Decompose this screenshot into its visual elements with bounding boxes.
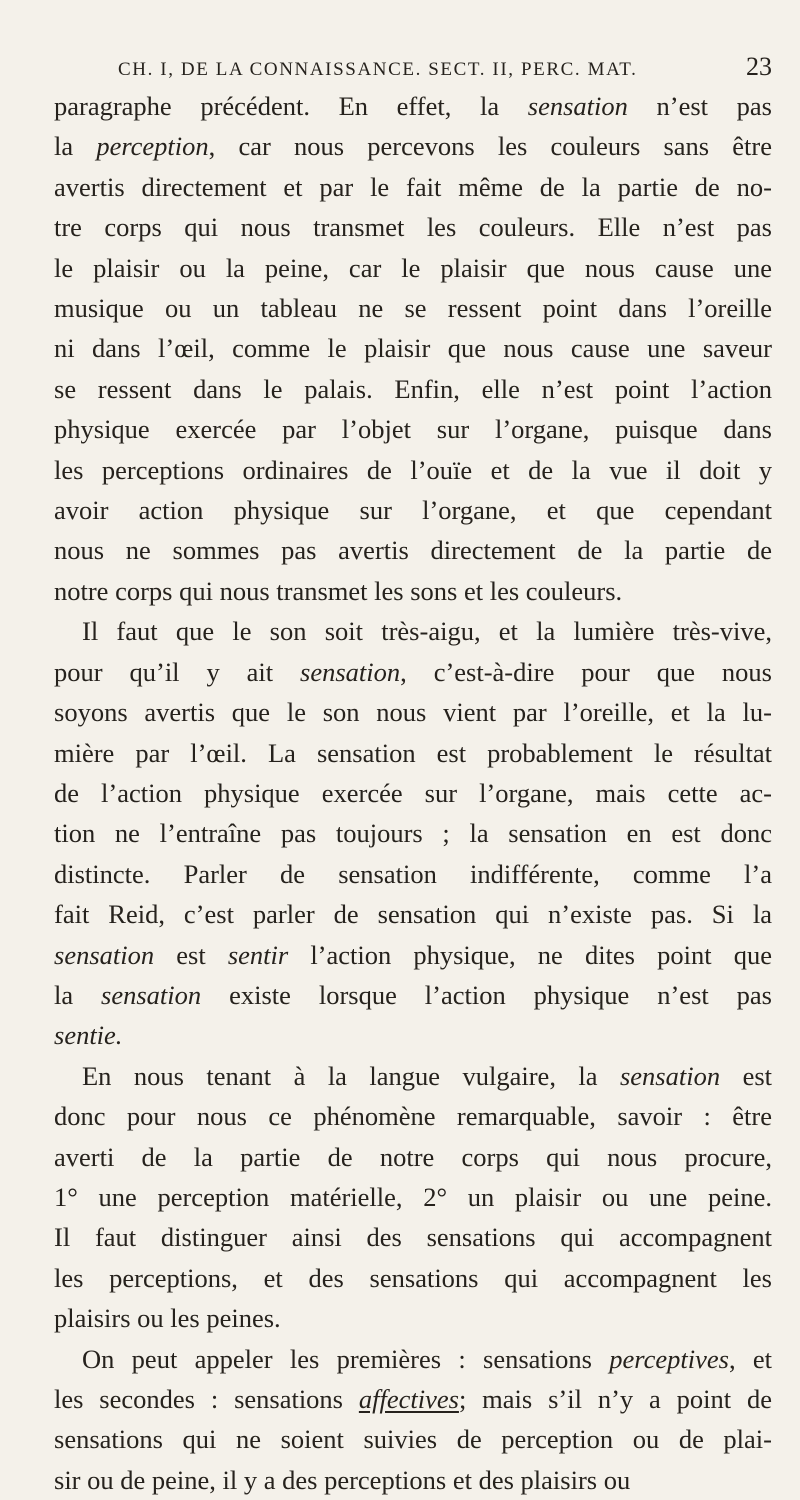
running-title: CH. I, DE LA CONNAISSANCE. SECT. II, PERC. MAT. <box>118 59 638 80</box>
italic-term: sensation <box>619 1060 721 1091</box>
text-line: notre corps qui nous transmet les sons et les couleurs. <box>54 575 623 606</box>
text-line: averti de la partie de notre corps qui nous procure, <box>54 1141 772 1172</box>
text-line: nous ne sommes pas avertis directement de la partie de <box>54 535 772 566</box>
page-number: 23 <box>746 52 772 81</box>
body-text <box>54 86 772 1500</box>
text-line: la sensation existe lorsque l’action physique n’est pas <box>54 979 772 1010</box>
text-line: distincte. Parler de sensation indifférente, comme l’a <box>54 858 772 889</box>
text-line: de l’action physique exercée sur l’organe, mais cette ac- <box>54 777 772 808</box>
text-line: tion ne l’entraîne pas toujours ; la sensation en est donc <box>54 818 772 849</box>
text-line: la perception, car nous percevons les couleurs sans être <box>54 131 772 162</box>
text-line: pour qu’il y ait sensation, c’est-à-dire pour que nous <box>54 656 772 687</box>
text-line: plaisirs ou les peines. <box>54 1303 281 1334</box>
text-line: sir ou de peine, il y a des perceptions et des plaisirs ou <box>54 1464 631 1495</box>
text-line: donc pour nous ce phénomène remarquable, savoir : être <box>54 1101 772 1132</box>
text-line: On peut appeler les premières : sensations perceptives, et <box>82 1343 772 1374</box>
text-line: sensation est sentir l’action physique, ne dites point que <box>54 939 772 970</box>
text-line: 1° une perception matérielle, 2° un plaisir ou une peine. <box>54 1181 772 1212</box>
text-line: Il faut distinguer ainsi des sensations qui accompagnent <box>54 1222 772 1253</box>
text-line: paragraphe précédent. En effet, la sensation n’est pas <box>54 91 772 121</box>
italic-term: sensation <box>101 979 202 1010</box>
text-line: physique exercée par l’objet sur l’organe, puisque dans <box>54 414 772 445</box>
text-line: les perceptions ordinaires de l’ouïe et de la vue il doit y <box>54 454 772 485</box>
italic-term: affectives <box>358 1384 459 1414</box>
italic-term: sentie. <box>54 1020 123 1051</box>
text-line: sensations qui ne soient suivies de perception ou de plai- <box>54 1424 772 1455</box>
text-line: musique ou un tableau ne se ressent point dans l’oreille <box>54 293 772 324</box>
running-header <box>118 52 772 82</box>
text-line: mière par l’œil. La sensation est probablement le résultat <box>54 737 772 768</box>
text-line: se ressent dans le palais. Enfin, elle n’est point l’action <box>54 373 772 404</box>
italic-term: sensation <box>527 91 628 121</box>
italic-term: sensation <box>300 656 401 687</box>
text-line: fait Reid, c’est parler de sensation qui n’existe pas. Si la <box>54 899 772 930</box>
italic-term: sentir <box>227 939 289 970</box>
text-line: soyons avertis que le son nous vient par l’oreille, et la lu- <box>54 697 772 728</box>
text-line: Il faut que le son soit très-aigu, et la lumière très-vive, <box>82 616 772 647</box>
italic-term: sensation <box>54 939 155 970</box>
text-line: tre corps qui nous transmet les couleurs. Elle n’est pas <box>54 212 772 243</box>
text-line: avoir action physique sur l’organe, et que cependant <box>54 495 772 526</box>
text-line <box>54 1015 772 1055</box>
italic-term: perceptives <box>609 1343 729 1374</box>
text-line: les secondes : sensations affectives; mais s’il n’y a point de <box>54 1384 772 1414</box>
text-line: le plaisir ou la peine, car le plaisir que nous cause une <box>54 252 772 283</box>
text-line: ni dans l’œil, comme le plaisir que nous cause une saveur <box>54 333 772 364</box>
text-line: En nous tenant à la langue vulgaire, la sensation est <box>82 1060 772 1091</box>
italic-term: perception <box>96 131 209 162</box>
text-line: les perceptions, et des sensations qui accompagnent les <box>54 1262 772 1293</box>
text-line: avertis directement et par le fait même de la partie de no- <box>54 171 772 202</box>
